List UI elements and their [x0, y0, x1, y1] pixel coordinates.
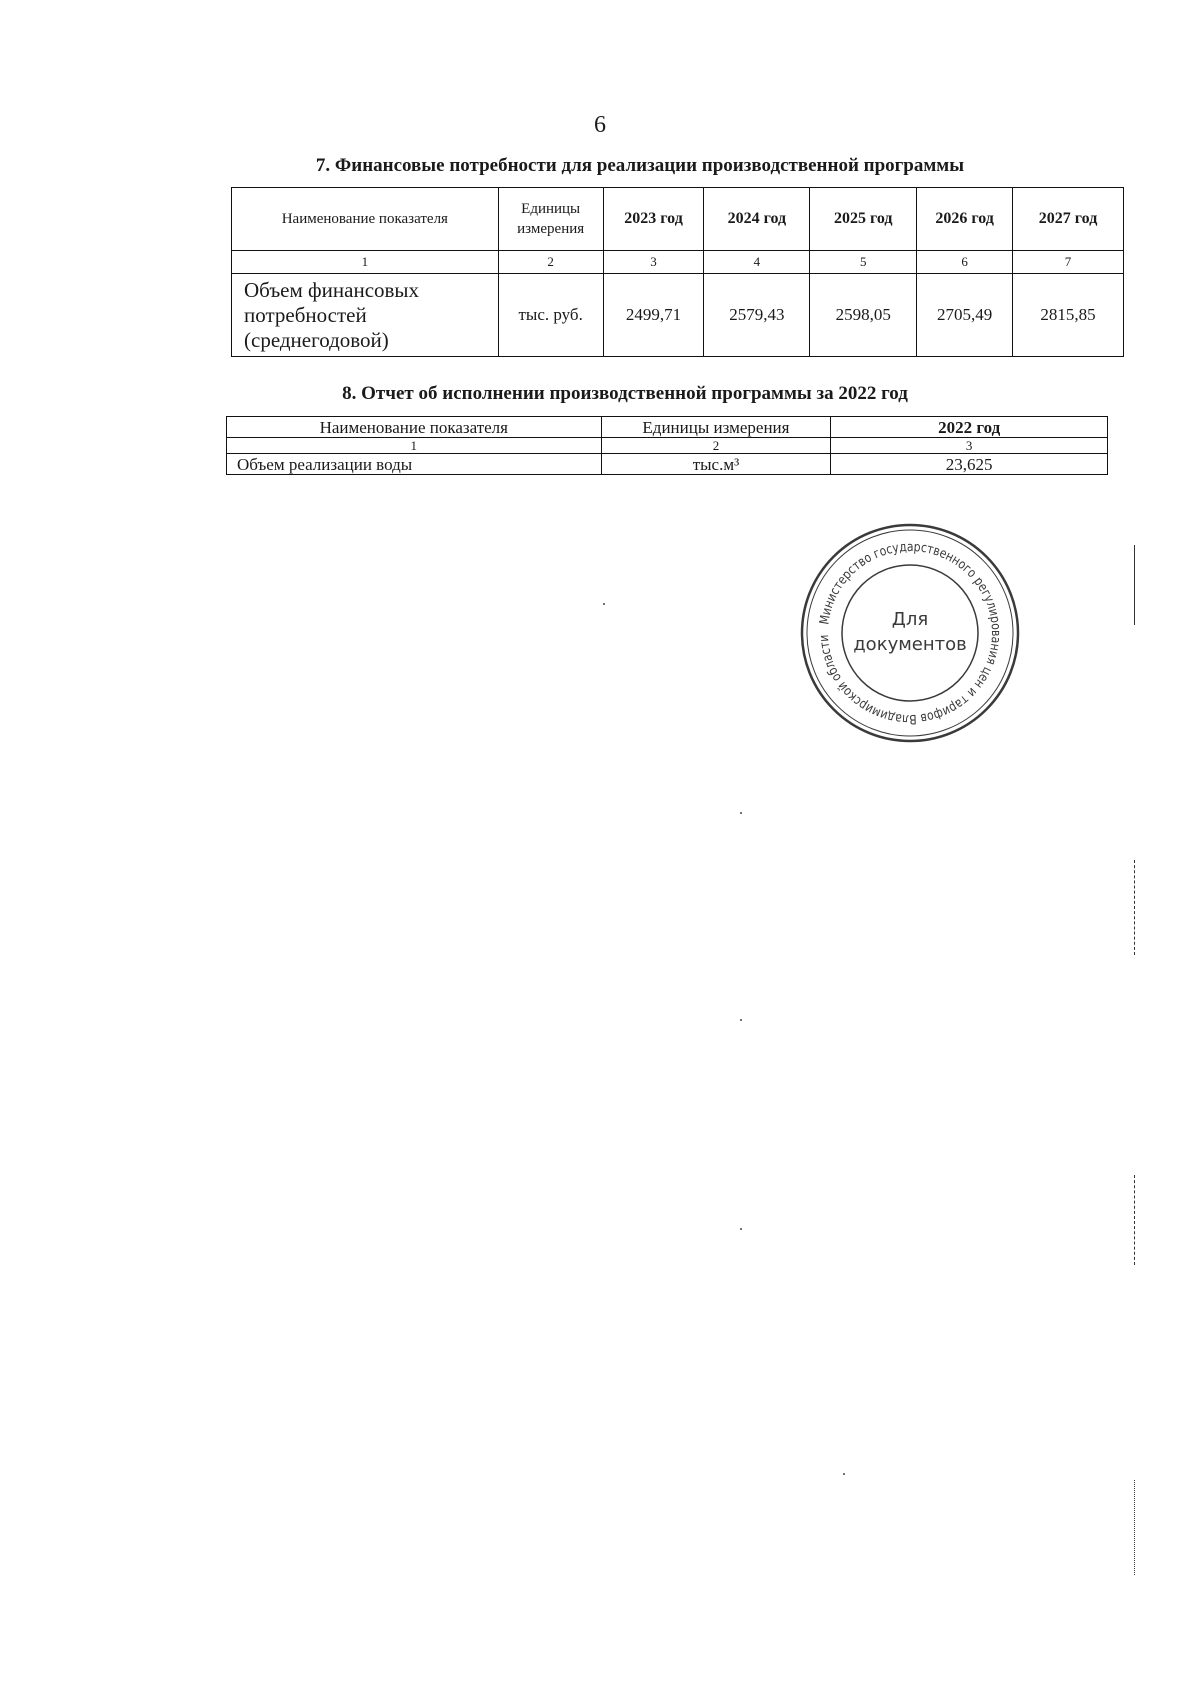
column-number-row	[232, 251, 1124, 274]
header-year-2025: 2025 год	[810, 188, 917, 251]
stamp-outer-ring	[802, 525, 1018, 741]
scan-edge-mark	[1134, 860, 1135, 955]
column-number-row	[227, 438, 1108, 454]
header-year-2023: 2023 год	[603, 188, 704, 251]
header-year-2027: 2027 год	[1013, 188, 1124, 251]
indicator-name-cell: Объем реализации воды	[227, 454, 602, 475]
column-number: 2	[498, 251, 603, 274]
section-8-title: 8. Отчет об исполнении производственной программы за 2022 год	[342, 383, 908, 404]
value-2026-cell: 2705,49	[917, 274, 1013, 357]
table-header-row	[227, 417, 1108, 438]
unit-cell: тыс.м³	[601, 454, 831, 475]
header-unit: Единицы измерения	[498, 188, 603, 251]
header-year-2022: 2022 год	[831, 417, 1108, 438]
header-indicator-name: Наименование показателя	[227, 417, 602, 438]
column-number: 2	[601, 438, 831, 454]
scan-edge-mark	[1134, 1480, 1135, 1575]
header-unit: Единицы измерения	[601, 417, 831, 438]
stamp-center-line-2: документов	[853, 634, 967, 655]
header-indicator-name: Наименование показателя	[232, 188, 499, 251]
scan-speck	[740, 812, 742, 814]
scan-speck	[603, 603, 605, 605]
stamp-inner-ring	[807, 530, 1013, 736]
table-row	[232, 274, 1124, 357]
stamp-center-ring	[842, 565, 978, 701]
value-2022-cell: 23,625	[831, 454, 1108, 475]
table-row	[227, 454, 1108, 475]
column-number: 7	[1013, 251, 1124, 274]
unit-cell: тыс. руб.	[498, 274, 603, 357]
header-year-2024: 2024 год	[704, 188, 810, 251]
indicator-name-cell: Объем финансовых потребностей (среднегодовой)	[232, 274, 499, 357]
scan-edge-mark	[1134, 545, 1135, 625]
table-header-row	[232, 188, 1124, 251]
value-2025-cell: 2598,05	[810, 274, 917, 357]
financial-needs-table	[231, 187, 1124, 357]
page-number: 6	[594, 112, 606, 138]
column-number: 3	[831, 438, 1108, 454]
stamp-ring-text: Министерство государственного регулирования цен и тарифов Владимирской области	[816, 539, 1004, 727]
column-number: 3	[603, 251, 704, 274]
scan-speck	[740, 1228, 742, 1230]
value-2023-cell: 2499,71	[603, 274, 704, 357]
value-2024-cell: 2579,43	[704, 274, 810, 357]
column-number: 1	[227, 438, 602, 454]
value-2027-cell: 2815,85	[1013, 274, 1124, 357]
stamp-center-line-1: Для	[891, 609, 929, 630]
program-execution-report-table	[226, 416, 1108, 475]
column-number: 6	[917, 251, 1013, 274]
column-number: 5	[810, 251, 917, 274]
official-stamp	[795, 518, 1025, 748]
scan-edge-mark	[1134, 1175, 1135, 1265]
column-number: 1	[232, 251, 499, 274]
header-year-2026: 2026 год	[917, 188, 1013, 251]
column-number: 4	[704, 251, 810, 274]
section-7-title: 7. Финансовые потребности для реализации производственной программы	[315, 155, 965, 176]
scan-speck	[740, 1019, 742, 1021]
scan-speck	[843, 1473, 845, 1475]
